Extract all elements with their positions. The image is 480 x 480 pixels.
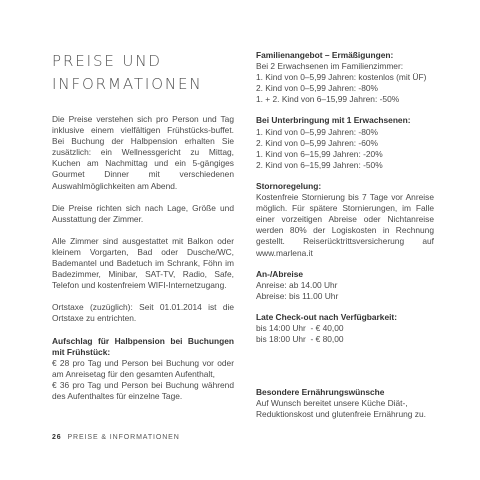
- dietary-heading: Besondere Ernährungswünsche: [256, 387, 385, 398]
- right-column: [256, 50, 434, 420]
- family-offer-list: [256, 61, 434, 105]
- family-offer-line: 1. Kind von 0–5,99 Jahren: kostenlos (mit ÜF): [256, 72, 427, 83]
- late-checkout-heading: Late Check-out nach Verfügbarkeit:: [256, 311, 398, 322]
- single-adult-line: 2. Kind von 6–15,99 Jahren: -50%: [256, 159, 383, 170]
- page-title: [52, 50, 234, 96]
- family-offer-section: [256, 50, 434, 105]
- room-equipment-paragraph: Alle Zimmer sind ausgestattet mit Balkon oder kleinem Vorgarten, Bad oder Dusche/WC, Bademantel und Badetuch im Schrank, Föhn im Badezimmer, Minibar, SAT-TV, Radio, Safe, Telefon und kostenfreiem WIFI-Internetzugang.: [52, 235, 234, 291]
- half-board-line-2: € 36 pro Tag und Person bei Buchung während des Aufenthaltes für einzelne Tage.: [52, 379, 234, 401]
- page-title-line-1: PREISE UND: [52, 52, 162, 70]
- single-adult-heading: Bei Unterbringung mit 1 Erwachsenen:: [256, 115, 411, 126]
- half-board-line-1: € 28 pro Tag und Person bei Buchung vor oder am Anreisetag für den gesamten Aufenthalt,: [52, 357, 234, 379]
- dietary-text: Auf Wunsch bereitet unsere Küche Diät-, Reduktionskost und glutenfreie Ernährung zu.: [256, 398, 426, 420]
- page-title-line-2: INFORMATIONEN: [52, 75, 203, 93]
- late-checkout-list: [256, 323, 434, 345]
- family-offer-heading: Familienangebot – Ermäßigungen:: [256, 50, 394, 60]
- arrival-departure-heading: An-/Abreise: [256, 268, 304, 279]
- cancellation-section: [256, 181, 434, 259]
- late-checkout-section: [256, 312, 434, 345]
- late-checkout-line: bis 14:00 Uhr - € 40,00: [256, 322, 344, 333]
- single-adult-line: 2. Kind von 0–5,99 Jahren: -60%: [256, 137, 378, 148]
- page-footer: [52, 434, 180, 441]
- half-board-heading: Aufschlag für Halbpension bei Buchungen mit Frühstück:: [52, 335, 234, 357]
- tourist-tax-paragraph: Ortstaxe (zuzüglich): Seit 01.01.2014 ist die Ortstaxe zu entrichten.: [52, 302, 234, 324]
- family-offer-line: Bei 2 Erwachsenen im Familienzimmer:: [256, 61, 404, 72]
- family-offer-line: 1. + 2. Kind von 6–15,99 Jahren: -50%: [256, 94, 400, 105]
- single-adult-list: [256, 127, 434, 171]
- intro-paragraph: Die Preise verstehen sich pro Person und Tag inklusive einem vielfältigen Frühstücks-buffet. Bei Buchung der Halbpension erhalten Sie zusätzlich: ein Wellnessgericht zu Mittag, Kuchen am Nachmittag und ein 5-gängiges Gourmet Dinner mit verschiedenen Auswahlmöglichkeiten am Abend.: [52, 114, 234, 191]
- dietary-section: [256, 387, 434, 420]
- footer-section-title: PREISE & INFORMATIONEN: [67, 434, 180, 441]
- single-adult-line: 1. Kind von 6–15,99 Jahren: -20%: [256, 148, 383, 159]
- arrival-departure-section: [256, 269, 434, 302]
- cancellation-text: Kostenfreie Stornierung bis 7 Tage vor Anreise möglich. Für spätere Stornierungen, im Falle einer vorzeitigen Abreise oder Nichtanreise werden 80% der Logiskosten in Rechnung gestellt. Reiserücktrittsversicherung auf www.marlena.it: [256, 192, 434, 258]
- arrival-departure-list: [256, 280, 434, 302]
- cancellation-heading: Stornoregelung:: [256, 180, 322, 191]
- single-adult-section: [256, 115, 434, 170]
- single-adult-line: 1. Kind von 0–5,99 Jahren: -80%: [256, 126, 378, 137]
- left-column: [52, 50, 234, 402]
- family-offer-line: 2. Kind von 0–5,99 Jahren: -80%: [256, 83, 378, 94]
- late-checkout-line: bis 18:00 Uhr - € 80,00: [256, 334, 344, 345]
- departure-line: Abreise: bis 11.00 Uhr: [256, 290, 339, 301]
- price-basis-paragraph: Die Preise richten sich nach Lage, Größe und Ausstattung der Zimmer.: [52, 202, 234, 224]
- page-number: 26: [52, 434, 62, 441]
- arrival-line: Anreise: ab 14.00 Uhr: [256, 279, 338, 290]
